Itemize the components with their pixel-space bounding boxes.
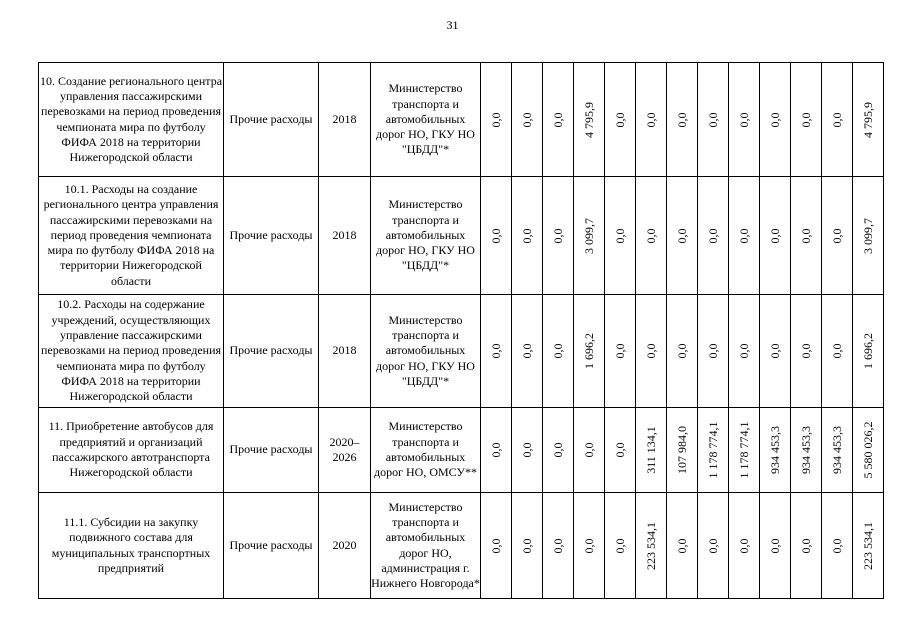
total-value-cell — [853, 177, 884, 295]
expense-type-cell: Прочие расходы — [224, 295, 319, 408]
value-text: 0,0 — [520, 112, 534, 127]
value-text: 0,0 — [737, 343, 751, 359]
year-value-cell — [791, 408, 822, 493]
value-text: 0,0 — [768, 228, 782, 243]
year-value-cell — [512, 177, 543, 295]
value-text: 934 453,3 — [768, 426, 782, 474]
value-text: 0,0 — [489, 538, 503, 553]
year-value-cell — [574, 295, 605, 408]
value-text: 0,0 — [706, 343, 720, 359]
year-value-cell — [698, 493, 729, 599]
executor-cell: Министерство транспорта и автомобильных дорог НО, ГКУ НО "ЦБДД"* — [371, 177, 481, 295]
value-text: 0,0 — [830, 228, 844, 243]
period-cell: 2020–2026 — [319, 408, 371, 493]
value-text: 0,0 — [737, 538, 751, 553]
year-value-cell — [698, 295, 729, 408]
year-value-cell — [760, 295, 791, 408]
year-value-cell — [791, 295, 822, 408]
value-text: 0,0 — [830, 112, 844, 127]
value-text: 0,0 — [489, 228, 503, 243]
value-text: 311 134,1 — [644, 426, 658, 474]
value-text: 0,0 — [675, 538, 689, 553]
period-cell: 2018 — [319, 63, 371, 177]
year-value-cell — [760, 63, 791, 177]
year-value-cell — [543, 295, 574, 408]
year-value-cell — [729, 63, 760, 177]
value-text: 0,0 — [768, 112, 782, 127]
value-text: 934 453,3 — [830, 426, 844, 474]
value-text: 0,0 — [613, 442, 627, 458]
year-value-cell — [481, 63, 512, 177]
measure-name-cell: 10.2. Расходы на содержание учреждений, осуществляющих управление пассажирскими перевозками на период проведения чемпионата мира по футболу ФИФА 2018 на территории Нижегородской области — [39, 295, 224, 408]
executor-cell: Министерство транспорта и автомобильных дорог НО, ГКУ НО "ЦБДД"* — [371, 295, 481, 408]
year-value-cell — [636, 493, 667, 599]
value-text: 0,0 — [675, 228, 689, 243]
year-value-cell — [605, 295, 636, 408]
year-value-cell — [698, 63, 729, 177]
table-row — [39, 493, 884, 599]
year-value-cell — [729, 177, 760, 295]
value-text: 0,0 — [644, 343, 658, 359]
year-value-cell — [822, 295, 853, 408]
value-text: 0,0 — [489, 442, 503, 458]
value-text: 0,0 — [613, 343, 627, 359]
value-text: 0,0 — [613, 112, 627, 127]
total-value-cell — [853, 295, 884, 408]
value-text: 0,0 — [706, 112, 720, 127]
table-row — [39, 408, 884, 493]
value-text: 0,0 — [737, 112, 751, 127]
year-value-cell — [543, 408, 574, 493]
expense-type-cell: Прочие расходы — [224, 63, 319, 177]
value-text: 3 099,7 — [582, 217, 596, 254]
year-value-cell — [667, 295, 698, 408]
value-text: 0,0 — [706, 538, 720, 553]
budget-table — [38, 62, 884, 599]
value-text: 0,0 — [768, 343, 782, 359]
year-value-cell — [822, 493, 853, 599]
value-text: 0,0 — [489, 112, 503, 127]
year-value-cell — [729, 295, 760, 408]
year-value-cell — [822, 63, 853, 177]
year-value-cell — [791, 493, 822, 599]
year-value-cell — [512, 408, 543, 493]
value-text: 5 580 026,2 — [861, 421, 875, 479]
value-text: 0,0 — [830, 343, 844, 359]
year-value-cell — [605, 177, 636, 295]
total-value-cell — [853, 408, 884, 493]
value-text: 0,0 — [675, 112, 689, 127]
year-value-cell — [636, 295, 667, 408]
value-text: 0,0 — [644, 228, 658, 243]
table-row — [39, 177, 884, 295]
value-text: 0,0 — [520, 343, 534, 359]
value-text: 0,0 — [799, 343, 813, 359]
value-text: 1 696,2 — [582, 333, 596, 369]
total-value-cell — [853, 493, 884, 599]
value-text: 0,0 — [613, 228, 627, 243]
year-value-cell — [481, 493, 512, 599]
value-text: 0,0 — [737, 228, 751, 243]
year-value-cell — [636, 177, 667, 295]
year-value-cell — [760, 408, 791, 493]
value-text: 0,0 — [799, 112, 813, 127]
year-value-cell — [667, 493, 698, 599]
year-value-cell — [512, 63, 543, 177]
period-cell: 2018 — [319, 177, 371, 295]
value-text: 0,0 — [551, 442, 565, 458]
executor-cell: Министерство транспорта и автомобильных дорог НО, ГКУ НО "ЦБДД"* — [371, 63, 481, 177]
value-text: 0,0 — [520, 538, 534, 553]
year-value-cell — [512, 493, 543, 599]
value-text: 0,0 — [551, 112, 565, 127]
value-text: 0,0 — [582, 538, 596, 553]
table-row — [39, 63, 884, 177]
year-value-cell — [481, 295, 512, 408]
year-value-cell — [729, 408, 760, 493]
year-value-cell — [822, 408, 853, 493]
year-value-cell — [481, 177, 512, 295]
table-row — [39, 295, 884, 408]
value-text: 0,0 — [551, 228, 565, 243]
year-value-cell — [791, 63, 822, 177]
value-text: 3 099,7 — [861, 217, 875, 254]
year-value-cell — [667, 177, 698, 295]
year-value-cell — [605, 63, 636, 177]
measure-name-cell: 10. Создание регионального центра управления пассажирскими перевозками на период проведения чемпионата мира по футболу ФИФА 2018 на территории Нижегородской области — [39, 63, 224, 177]
year-value-cell — [791, 177, 822, 295]
year-value-cell — [574, 493, 605, 599]
year-value-cell — [481, 408, 512, 493]
value-text: 0,0 — [799, 538, 813, 553]
year-value-cell — [822, 177, 853, 295]
value-text: 0,0 — [675, 343, 689, 359]
executor-cell: Министерство транспорта и автомобильных дорог НО, администрация г. Нижнего Новгорода* — [371, 493, 481, 599]
value-text: 4 795,9 — [582, 101, 596, 138]
year-value-cell — [574, 177, 605, 295]
value-text: 0,0 — [582, 442, 596, 458]
page-number: 31 — [446, 18, 459, 32]
value-text: 0,0 — [613, 538, 627, 553]
value-text: 1 696,2 — [861, 333, 875, 369]
year-value-cell — [729, 493, 760, 599]
value-text: 0,0 — [520, 228, 534, 243]
year-value-cell — [636, 63, 667, 177]
total-value-cell — [853, 63, 884, 177]
value-text: 223 534,1 — [861, 521, 875, 570]
year-value-cell — [667, 408, 698, 493]
expense-type-cell: Прочие расходы — [224, 493, 319, 599]
value-text: 4 795,9 — [861, 101, 875, 138]
year-value-cell — [760, 177, 791, 295]
period-cell: 2018 — [319, 295, 371, 408]
expense-type-cell: Прочие расходы — [224, 408, 319, 493]
value-text: 0,0 — [551, 343, 565, 359]
year-value-cell — [760, 493, 791, 599]
year-value-cell — [667, 63, 698, 177]
measure-name-cell: 11. Приобретение автобусов для предприятий и организаций пассажирского автотранспорта Нижегородской области — [39, 408, 224, 493]
value-text: 223 534,1 — [644, 521, 658, 570]
period-cell: 2020 — [319, 493, 371, 599]
value-text: 0,0 — [706, 228, 720, 243]
year-value-cell — [605, 408, 636, 493]
value-text: 1 178 774,1 — [737, 421, 751, 479]
value-text: 0,0 — [551, 538, 565, 553]
value-text: 0,0 — [489, 343, 503, 359]
year-value-cell — [698, 408, 729, 493]
value-text: 0,0 — [644, 112, 658, 127]
year-value-cell — [574, 408, 605, 493]
year-value-cell — [574, 63, 605, 177]
value-text: 0,0 — [768, 538, 782, 553]
year-value-cell — [543, 493, 574, 599]
value-text: 0,0 — [799, 228, 813, 243]
value-text: 0,0 — [830, 538, 844, 553]
year-value-cell — [543, 177, 574, 295]
year-value-cell — [543, 63, 574, 177]
value-text: 0,0 — [520, 442, 534, 458]
year-value-cell — [605, 493, 636, 599]
measure-name-cell: 10.1. Расходы на создание регионального центра управления пассажирскими перевозками на период проведения чемпионата мира по футболу ФИФА 2018 на территории Нижегородской области — [39, 177, 224, 295]
year-value-cell — [636, 408, 667, 493]
value-text: 934 453,3 — [799, 426, 813, 474]
measure-name-cell: 11.1. Субсидии на закупку подвижного состава для муниципальных транспортных предприятий — [39, 493, 224, 599]
value-text: 107 984,0 — [675, 426, 689, 474]
expense-type-cell: Прочие расходы — [224, 177, 319, 295]
year-value-cell — [698, 177, 729, 295]
year-value-cell — [512, 295, 543, 408]
executor-cell: Министерство транспорта и автомобильных дорог НО, ОМСУ** — [371, 408, 481, 493]
value-text: 1 178 774,1 — [706, 421, 720, 479]
